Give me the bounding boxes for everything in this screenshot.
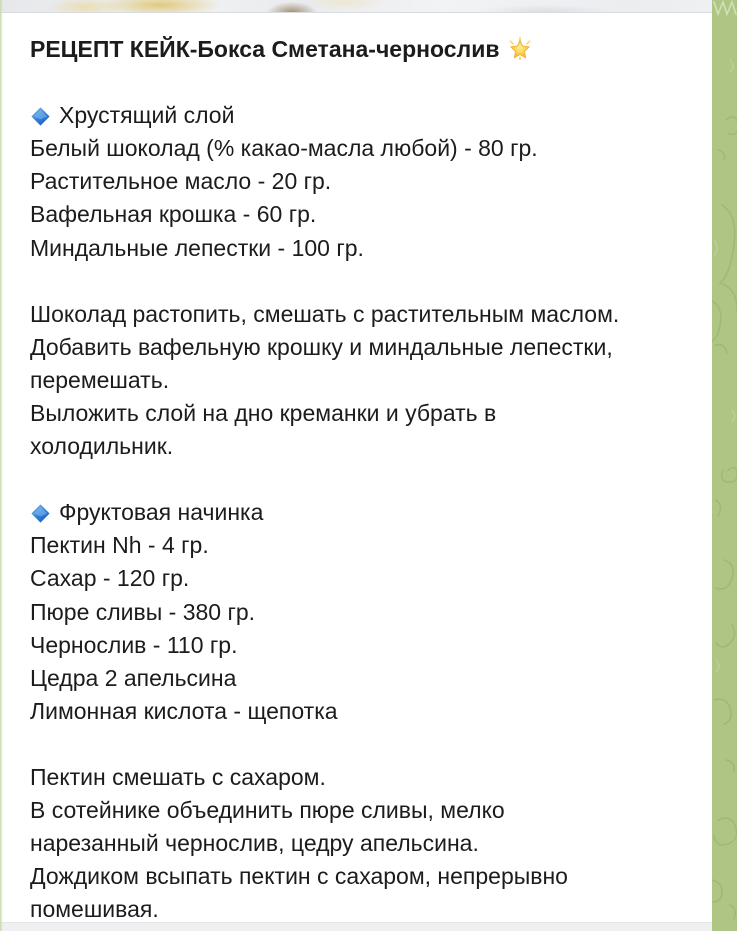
message-line: [30, 397, 696, 430]
message-line: [30, 364, 696, 397]
message-blank-line: [30, 265, 696, 298]
message-line-text: РЕЦЕПТ КЕЙК-Бокса Сметана-чернослив: [30, 35, 500, 62]
message-line-text: Пюре сливы - 380 гр.: [30, 598, 256, 625]
message-line-text: Пектин смешать с сахаром.: [30, 764, 326, 790]
message-line: [30, 232, 696, 265]
message-line: [30, 794, 696, 827]
message-line-text: Белый шоколад (% какао-масла любой) - 80 гр.: [30, 135, 538, 162]
message-line: [30, 860, 696, 893]
blue-diamond-icon: [30, 99, 59, 132]
message-blank-line: [30, 66, 696, 99]
message-line: [30, 529, 696, 562]
message-blank-line: [30, 463, 696, 496]
message-line-text: перемешать.: [30, 366, 170, 393]
message-line-text: Чернослив - 110 гр.: [30, 631, 238, 658]
message-line-text: холодильник.: [30, 433, 174, 460]
left-edge-highlight: [0, 0, 3, 931]
message-line: [30, 695, 696, 728]
message-line-text: Сахар - 120 гр.: [30, 565, 190, 592]
message-line: [30, 132, 696, 165]
message-line: [30, 496, 696, 529]
message-line-text: Хрустящий слой: [59, 102, 235, 129]
message-line-text: Шоколад растопить, смешать с растительным маслом.: [30, 300, 620, 327]
message-line-text: Вафельная крошка - 60 гр.: [30, 201, 317, 228]
message-line: [30, 562, 696, 595]
blue-diamond-icon: [30, 496, 59, 529]
message-text-area: [0, 13, 712, 922]
message-line-text: Выложить слой на дно креманки и убрать в: [30, 399, 497, 426]
message-line: [30, 298, 696, 331]
chat-wallpaper-strip: [712, 0, 737, 931]
message-line-text: Дождиком всыпать пектин с сахаром, непрерывно: [30, 863, 568, 890]
message-line: [30, 761, 696, 794]
message-line-text: Фруктовая начинка: [59, 499, 264, 526]
message-line: [30, 662, 696, 695]
message-line: [30, 99, 696, 132]
message-line: [30, 165, 696, 198]
message-line: [30, 893, 696, 922]
message-line-text: Пектин Nh - 4 гр.: [30, 532, 209, 559]
message-line-text: Добавить вафельную крошку и миндальные лепестки,: [30, 333, 613, 360]
message-line-text: В сотейнике объединить пюре сливы, мелко: [30, 797, 505, 824]
message-line-text: Цедра 2 апельсина: [30, 664, 237, 691]
message-line-text: Лимонная кислота - щепотка: [30, 697, 338, 724]
message-line-text: помешивая.: [30, 896, 159, 923]
message-line-text: Растительное масло - 20 гр.: [30, 168, 332, 195]
message-line: [30, 430, 696, 463]
message-blank-line: [30, 728, 696, 761]
message-line-text: нарезанный чернослив, цедру апельсина.: [30, 830, 479, 857]
message-line: [30, 331, 696, 364]
message-line: [30, 827, 696, 860]
bottom-bar: [0, 922, 712, 931]
glowing-star-icon: [499, 33, 534, 66]
message-line: [30, 629, 696, 662]
photo-bottom-edge[interactable]: [0, 0, 712, 13]
message-line: [30, 596, 696, 629]
message-line: [30, 198, 696, 231]
wallpaper-doodle-pattern: [712, 0, 737, 931]
message-line-text: Миндальные лепестки - 100 гр.: [30, 234, 364, 261]
message-line: [30, 33, 696, 66]
